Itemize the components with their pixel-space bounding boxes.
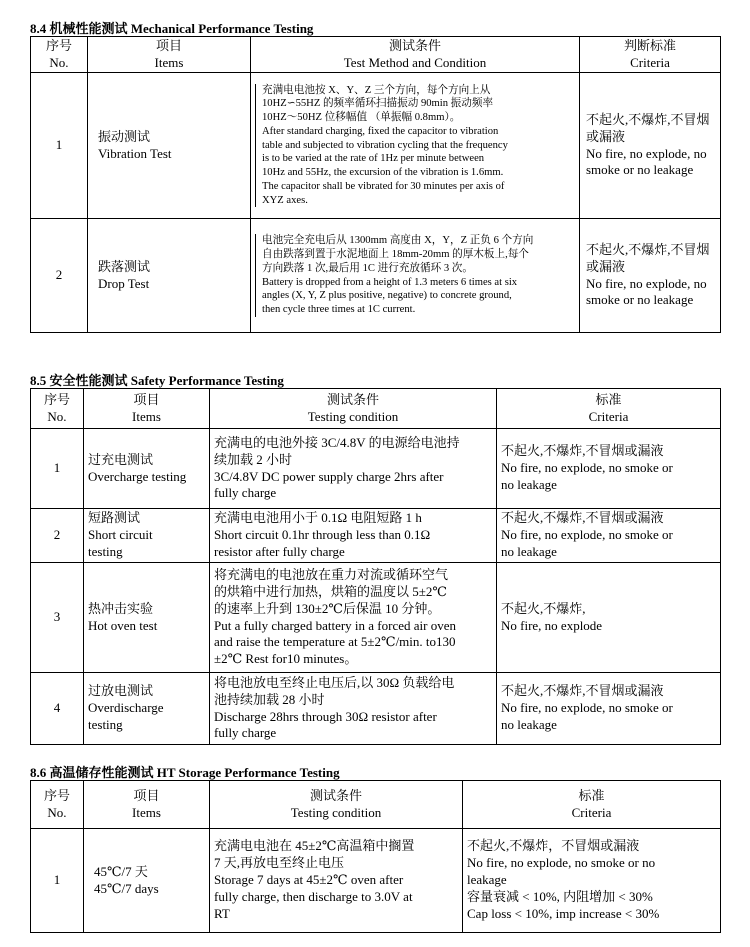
header-no: 序号 No.: [31, 37, 88, 73]
safety-table: [30, 388, 721, 745]
criteria-cell: 不起火,不爆炸,不冒烟或漏液 No fire, no explode, no smoke or no leakage: [497, 673, 721, 745]
header-condition: 测试条件 Test Method and Condition: [251, 37, 580, 73]
condition-cell: 电池完全充电后从 1300mm 高度由 X，Y，Z 正负 6 个方向 自由跌落到置于水泥地面上 18mm-20mm 的厚木板上,每个 方向跌落 1 次,最后用 1C 进行充放循环 3 次。 Battery is dropped from a height of 1.3 meters 6 times at six angles (X, Y, Z plus positive, negative) to concrete ground, then cycle three times at 1C current.: [251, 219, 580, 333]
condition-cell: 将充满电的电池放在重力对流或循环空气 的烘箱中进行加热，烘箱的温度以 5±2℃ 的速率上升到 130±2℃后保温 10 分钟。 Put a fully charged battery in a forced air oven and raise the temperature at 5±2℃/min. to130 ±2℃ Rest for10 minutes。: [210, 563, 497, 673]
table-row: [31, 673, 721, 745]
item-cell: 过充电测试 Overcharge testing: [84, 429, 210, 509]
header-criteria: 标准 Criteria: [463, 781, 721, 829]
header-no: 序号 No.: [31, 781, 84, 829]
header-items: 项目 Items: [84, 781, 210, 829]
header-items: 项目 Items: [84, 389, 210, 429]
table-row: [31, 829, 721, 933]
row-number: 1: [31, 829, 84, 933]
item-cell: 短路测试 Short circuit testing: [84, 509, 210, 563]
criteria-cell: 不起火,不爆炸，不冒烟或漏液 No fire, no explode, no smoke or no leakage 容量衰减 < 10%, 内阻增加 < 30% Cap loss < 10%, imp increase < 30%: [463, 829, 721, 933]
mechanical-table: [30, 36, 721, 333]
criteria-cell: 不起火,不爆炸,不冒烟或漏液 No fire, no explode, no smoke or no leakage: [497, 509, 721, 563]
section-8-5-title: 8.5 安全性能测试 Safety Performance Testing: [30, 373, 284, 388]
table-row: [31, 429, 721, 509]
header-no: 序号 No.: [31, 389, 84, 429]
section-8-4-title: 8.4 机械性能测试 Mechanical Performance Testing: [30, 21, 314, 36]
table-row: [31, 219, 721, 333]
storage-table: [30, 780, 721, 933]
item-cell: 跌落测试 Drop Test: [88, 219, 251, 333]
row-number: 2: [31, 219, 88, 333]
condition-cell: 充满电电池在 45±2℃高温箱中搁置 7 天,再放电至终止电压 Storage 7 days at 45±2℃ oven after fully charge, then discharge to 3.0V at RT: [210, 829, 463, 933]
row-number: 3: [31, 563, 84, 673]
criteria-cell: 不起火,不爆炸,不冒烟或漏液 No fire, no explode, no smoke or no leakage: [497, 429, 721, 509]
section-8-6-title: 8.6 高温储存性能测试 HT Storage Performance Testing: [30, 765, 340, 780]
condition-cell: 充满电电池按 X、Y、Z 三个方向，每个方向上从 10HZ∽55HZ 的频率循环扫描振动 90min 振动频率 10HZ～50HZ 位移幅值 （单振幅 0.8mm）。 After standard charging, fixed the capacitor to vibration table and subjected to vibration cycling that the frequency is to be varied at the rate of 1Hz per minute between 10Hz and 55Hz, the excursion of the vibration is 1.6mm. The capacitor shall be vibrated for 30 minutes per axis of XYZ axes.: [251, 73, 580, 219]
row-number: 4: [31, 673, 84, 745]
header-condition: 测试条件 Testing condition: [210, 389, 497, 429]
row-number: 2: [31, 509, 84, 563]
criteria-cell: 不起火,不爆炸,不冒烟 或漏液 No fire, no explode, no smoke or no leakage: [580, 73, 721, 219]
criteria-cell: 不起火,不爆炸,不冒烟 或漏液 No fire, no explode, no smoke or no leakage: [580, 219, 721, 333]
condition-cell: 充满电电池用小于 0.1Ω 电阻短路 1 h Short circuit 0.1hr through less than 0.1Ω resistor after fully charge: [210, 509, 497, 563]
table-row: [31, 509, 721, 563]
header-condition: 测试条件 Testing condition: [210, 781, 463, 829]
condition-cell: 充满电的电池外接 3C/4.8V 的电源给电池持 续加载 2 小时 3C/4.8V DC power supply charge 2hrs after fully charge: [210, 429, 497, 509]
row-number: 1: [31, 73, 88, 219]
item-cell: 热冲击实验 Hot oven test: [84, 563, 210, 673]
condition-cell: 将电池放电至终止电压后,以 30Ω 负载给电 池持续加载 28 小时 Discharge 28hrs through 30Ω resistor after fully charge: [210, 673, 497, 745]
table-row: [31, 73, 721, 219]
header-items: 项目 Items: [88, 37, 251, 73]
item-cell: 振动测试 Vibration Test: [88, 73, 251, 219]
row-number: 1: [31, 429, 84, 509]
item-cell: 45℃/7 天 45℃/7 days: [84, 829, 210, 933]
header-criteria: 标准 Criteria: [497, 389, 721, 429]
header-criteria: 判断标准 Criteria: [580, 37, 721, 73]
criteria-cell: 不起火,不爆炸, No fire, no explode: [497, 563, 721, 673]
item-cell: 过放电测试 Overdischarge testing: [84, 673, 210, 745]
table-row: [31, 563, 721, 673]
